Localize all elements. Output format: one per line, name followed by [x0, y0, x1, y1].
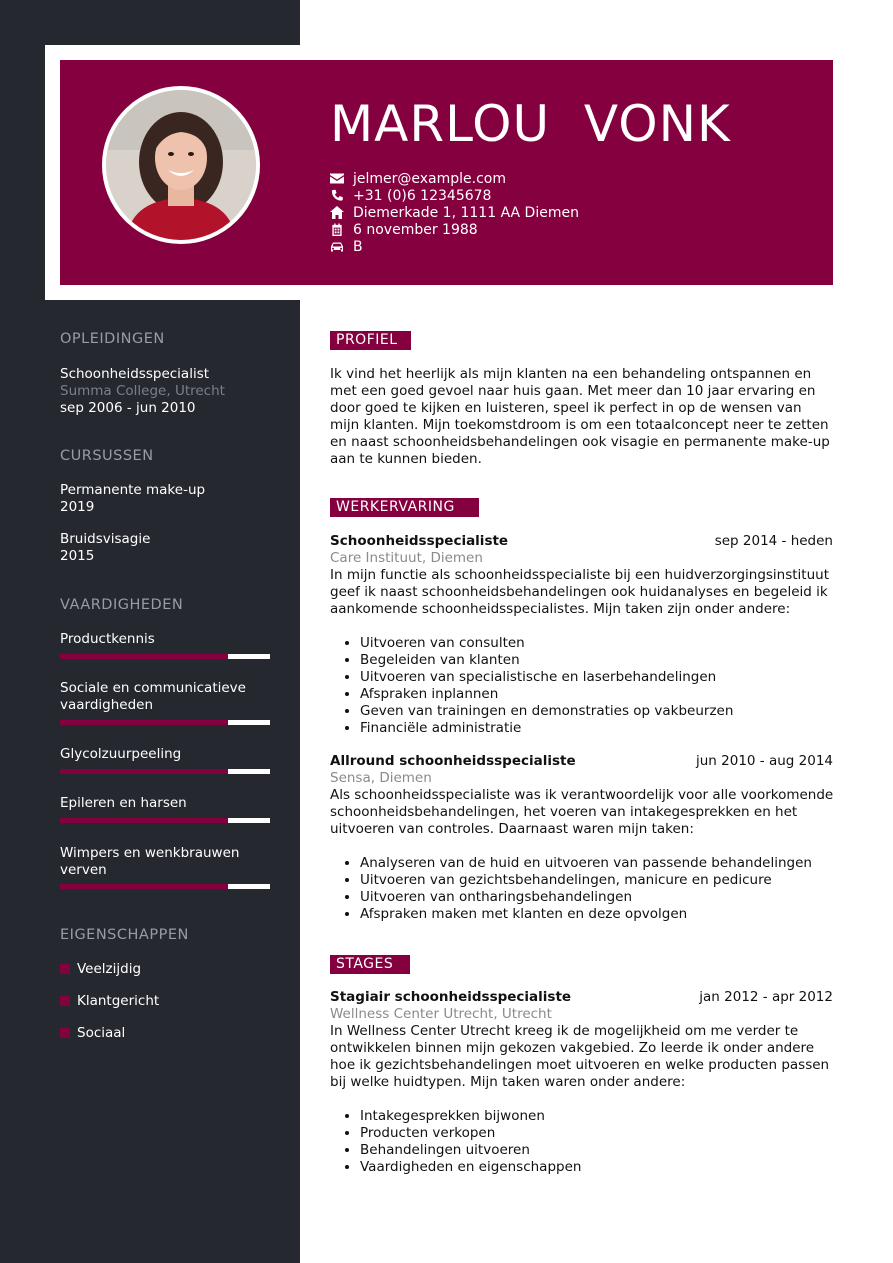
square-bullet-icon	[60, 996, 70, 1006]
job-description: In Wellness Center Utrecht kreeg ik de mogelijkheid om me verder te ontwikkelen binnen mijn gekozen vakgebied. Zo leerde ik onder andere hoe ik gezichtsbehandelingen moet uitvoeren en welke producten passen bij welke huidtypen. Mijn taken waren onder andere:	[330, 1023, 830, 1090]
profile-text: Ik vind het heerlijk als mijn klanten na een behandeling ontspannen en met een goed gevoel naar huis gaan. Met meer dan 10 jaar ervaring en door goed te kijken en luisteren, speel ik perfect in op de wensen van mijn klanten. Mijn toekomstdroom is om een totaalconcept neer te zetten en naast schoonheidsbehandelingen ook visagie en permanente make-up aan te kunnen bieden.	[330, 366, 830, 467]
skill-bar	[60, 654, 270, 659]
list-item: • Analyseren van de huid en uitvoeren van passende behandelingen	[360, 855, 840, 872]
course-item	[60, 531, 150, 565]
job-header	[330, 989, 833, 1006]
list-item: • Begeleiden van klanten	[360, 652, 840, 669]
list-item: • Uitvoeren van ontharingsbehandelingen	[360, 889, 840, 906]
education-school: Summa College, Utrecht	[60, 383, 225, 399]
courses-heading: CURSUSSEN	[60, 448, 154, 464]
list-item: • Uitvoeren van consulten	[360, 635, 840, 652]
skill-label: Productkennis	[60, 631, 155, 647]
skill-bar-fill	[60, 769, 228, 774]
traits-heading: EIGENSCHAPPEN	[60, 927, 189, 943]
contact-address: Diemerkade 1, 1111 AA Diemen	[330, 204, 579, 221]
phone-icon	[330, 189, 344, 202]
skill-label: Epileren en harsen	[60, 795, 187, 811]
skill-label: Glycolzuurpeeling	[60, 746, 182, 762]
skill-bar	[60, 884, 270, 889]
list-item: • Producten verkopen	[360, 1125, 840, 1142]
list-item: • Uitvoeren van specialistische en laserbehandelingen	[360, 669, 840, 686]
task-list	[330, 855, 840, 923]
job-description: In mijn functie als schoonheidsspecialiste bij een huidverzorgingsinstituut geef ik naast schoonheidsbehandelingen ook huidanalyses en begeleid ik aankomende schoonheidsspecialistes. Mijn taken zijn onder andere:	[330, 567, 830, 617]
job-title: Stagiair schoonheidsspecialiste	[330, 989, 572, 1005]
job-description: Als schoonheidsspecialiste was ik verantwoordelijk voor alle voorkomende schoonheidsbehandelingen, het voeren van intakegesprekken en het uitvoeren van controles. Daarnaast waren mijn taken:	[330, 787, 834, 837]
experience-heading: WERKERVARING	[330, 498, 479, 517]
job-org: Care Instituut, Diemen	[330, 550, 483, 566]
envelope-icon	[330, 172, 344, 185]
page-title	[330, 95, 731, 153]
portrait-image	[106, 90, 256, 240]
job-period: jan 2012 - apr 2012	[699, 989, 833, 1005]
trait-item: Sociaal	[60, 1025, 125, 1041]
job-header	[330, 533, 833, 550]
job-org: Wellness Center Utrecht, Utrecht	[330, 1006, 552, 1022]
course-title: Permanente make-up	[60, 482, 206, 498]
contact-phone: +31 (0)6 12345678	[330, 187, 579, 204]
skill-bar	[60, 769, 270, 774]
job-period: jun 2010 - aug 2014	[695, 753, 833, 769]
contact-list	[330, 170, 579, 255]
list-item: • Afspraken maken met klanten en deze opvolgen	[360, 906, 840, 923]
calendar-icon	[330, 223, 344, 236]
job-period: sep 2014 - heden	[714, 533, 833, 549]
trait-item: Veelzijdig	[60, 961, 141, 977]
skill-bar-fill	[60, 884, 228, 889]
contact-email: jelmer@example.com	[330, 170, 579, 187]
education-item	[60, 366, 225, 417]
education-title: Schoonheidsspecialist	[60, 366, 210, 382]
skill-bar-fill	[60, 654, 228, 659]
last-name: VONK	[583, 95, 731, 153]
job-title: Schoonheidsspecialiste	[330, 533, 509, 549]
list-item: • Behandelingen uitvoeren	[360, 1142, 840, 1159]
list-item: • Vaardigheden en eigenschappen	[360, 1159, 840, 1176]
first-name: MARLOU	[330, 95, 551, 153]
course-item	[60, 482, 205, 516]
skills-heading: VAARDIGHEDEN	[60, 597, 184, 613]
square-bullet-icon	[60, 1028, 70, 1038]
list-item: • Financiële administratie	[360, 720, 840, 737]
skill-bar-fill	[60, 818, 228, 823]
job-header	[330, 753, 833, 770]
skill-bar	[60, 720, 270, 725]
contact-license: B	[330, 238, 579, 255]
course-year: 2019	[60, 499, 95, 515]
course-title: Bruidsvisagie	[60, 531, 151, 547]
car-icon	[330, 240, 344, 253]
list-item: • Afspraken inplannen	[360, 686, 840, 703]
education-period: sep 2006 - jun 2010	[60, 400, 196, 416]
square-bullet-icon	[60, 964, 70, 974]
job-org: Sensa, Diemen	[330, 770, 432, 786]
list-item: • Geven van trainingen en demonstraties op vakbeurzen	[360, 703, 840, 720]
skill-label: Sociale en communicatieve vaardigheden	[60, 680, 246, 713]
avatar	[102, 86, 260, 244]
list-item: • Intakegesprekken bijwonen	[360, 1108, 840, 1125]
task-list	[330, 635, 840, 737]
skill-bar	[60, 818, 270, 823]
course-year: 2015	[60, 548, 95, 564]
education-heading: OPLEIDINGEN	[60, 331, 165, 347]
trait-item: Klantgericht	[60, 993, 159, 1009]
contact-birthdate: 6 november 1988	[330, 221, 579, 238]
home-icon	[330, 206, 344, 219]
task-list	[330, 1108, 840, 1176]
skill-label: Wimpers en wenkbrauwen verven	[60, 845, 240, 878]
list-item: • Uitvoeren van gezichtsbehandelingen, manicure en pedicure	[360, 872, 840, 889]
skill-bar-fill	[60, 720, 228, 725]
internships-heading: STAGES	[330, 955, 410, 974]
profile-heading: PROFIEL	[330, 331, 411, 350]
job-title: Allround schoonheidsspecialiste	[330, 753, 576, 769]
